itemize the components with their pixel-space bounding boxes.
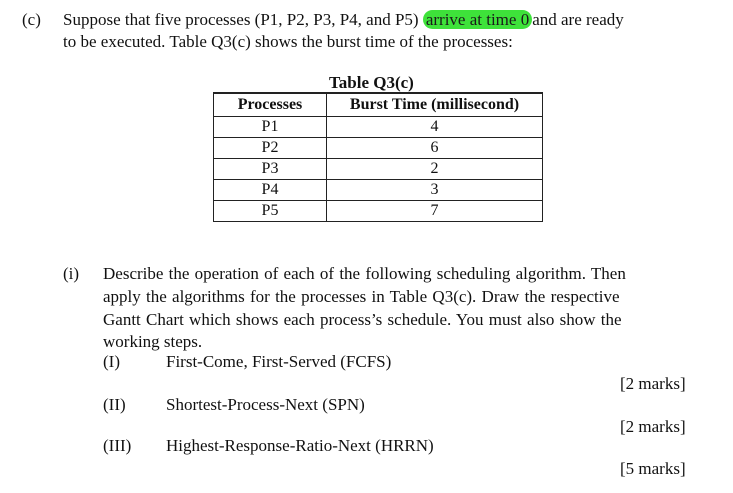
item-number-spn: (II) (103, 395, 126, 414)
burst-time-cell: 3 (327, 180, 543, 201)
table-header-row (214, 93, 543, 117)
table-row (214, 117, 543, 138)
intro-line-2: to be executed. Table Q3(c) shows the burst time of the processes: (63, 32, 513, 51)
burst-time-cell: 7 (327, 201, 543, 222)
process-cell: P1 (214, 117, 327, 138)
question-label: (i) (63, 264, 80, 283)
question-line-3: Gantt Chart which shows each process’s schedule. You must also show the (103, 310, 622, 329)
process-cell: P2 (214, 138, 327, 159)
table-caption: Table Q3(c) (329, 73, 414, 92)
question-line-4: working steps. (103, 332, 203, 351)
intro-line-1 (63, 9, 624, 30)
table-row (214, 138, 543, 159)
marks-hrrn: [5 marks] (620, 459, 686, 478)
question-line-1: Describe the operation of each of the following scheduling algorithm. Then (103, 264, 626, 283)
part-label: (c) (22, 10, 41, 29)
burst-time-cell: 6 (327, 138, 543, 159)
item-text-fcfs: First-Come, First-Served (FCFS) (166, 352, 392, 371)
burst-time-cell: 2 (327, 159, 543, 180)
burst-time-table (213, 92, 543, 222)
burst-time-cell: 4 (327, 117, 543, 138)
marks-spn: [2 marks] (620, 417, 686, 436)
table-row (214, 180, 543, 201)
process-cell: P3 (214, 159, 327, 180)
highlighted-phrase: arrive at time 0 (423, 10, 532, 29)
column-header-burst-time: Burst Time (millisecond) (327, 93, 543, 117)
item-number-fcfs: (I) (103, 352, 120, 371)
intro-text-start: Suppose that five processes (P1, P2, P3, P4, and P5) (63, 10, 419, 29)
item-text-spn: Shortest-Process-Next (SPN) (166, 395, 365, 414)
item-number-hrrn: (III) (103, 436, 132, 455)
table-row (214, 159, 543, 180)
intro-text-end: and are ready (532, 10, 624, 29)
column-header-processes: Processes (214, 93, 327, 117)
table-row (214, 201, 543, 222)
marks-fcfs: [2 marks] (620, 374, 686, 393)
item-text-hrrn: Highest-Response-Ratio-Next (HRRN) (166, 436, 434, 455)
process-cell: P5 (214, 201, 327, 222)
process-cell: P4 (214, 180, 327, 201)
question-line-2: apply the algorithms for the processes in Table Q3(c). Draw the respective (103, 287, 620, 306)
